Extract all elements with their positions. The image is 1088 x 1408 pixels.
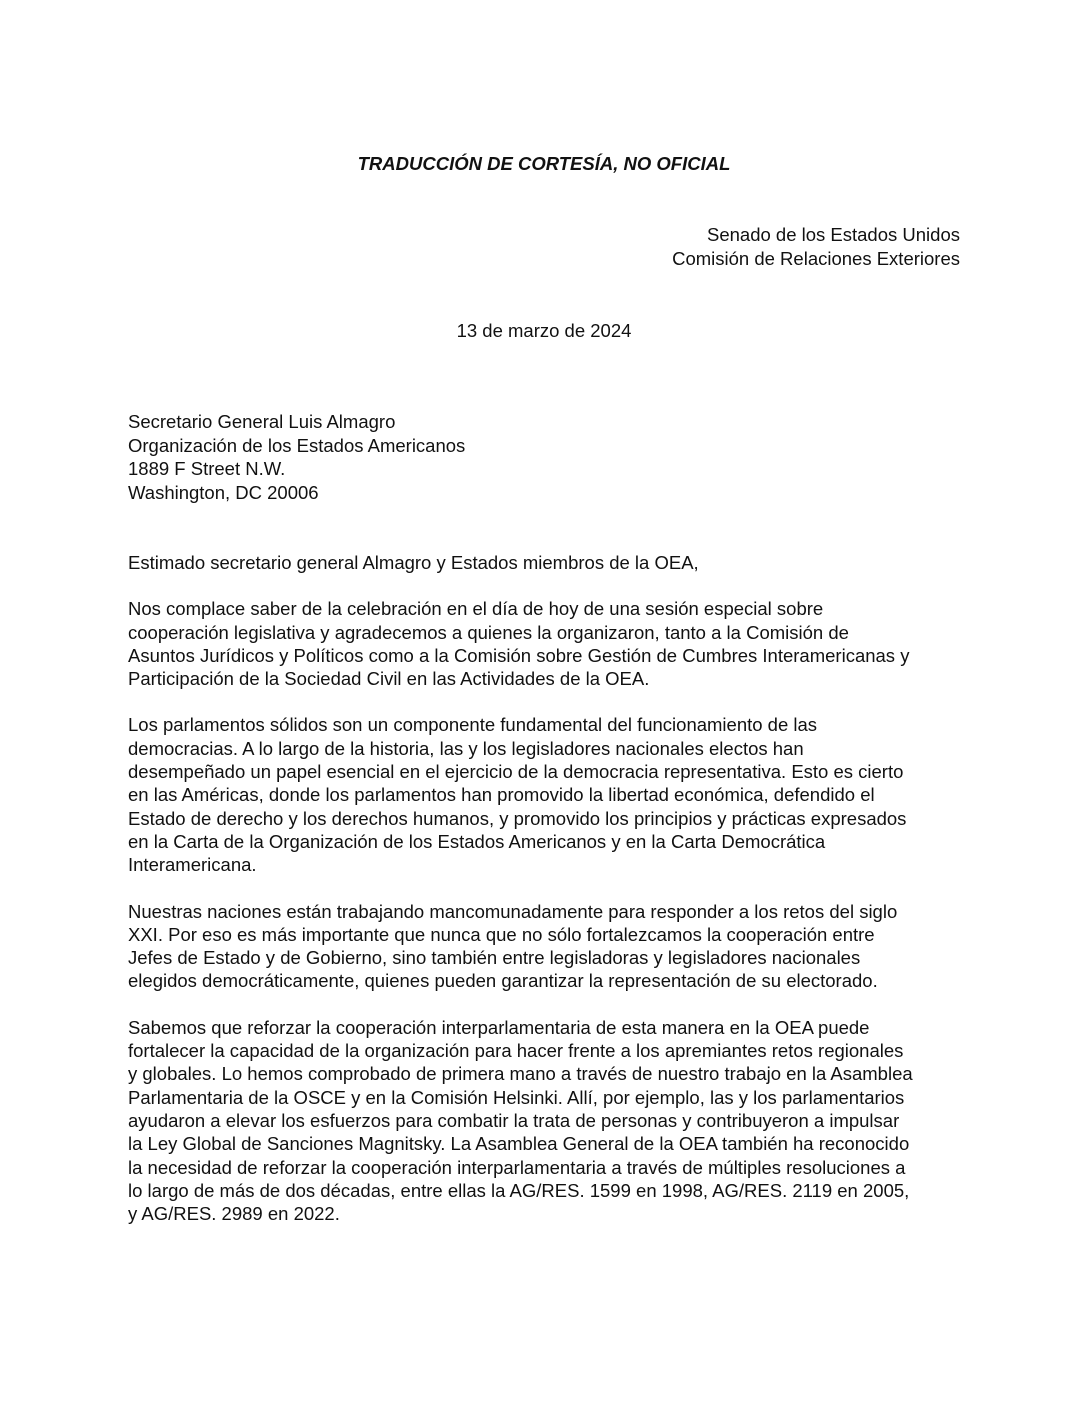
text-line: desempeñado un papel esencial en el ejercicio de la democracia representativa. Esto es cierto — [128, 761, 904, 783]
recipient-line: Organización de los Estados Americanos — [128, 434, 466, 456]
text-line: democracias. A lo largo de la historia, las y los legisladores nacionales electos han — [128, 737, 804, 759]
text-line: Nos complace saber de la celebración en el día de hoy de una sesión especial sobre — [128, 598, 824, 620]
text-line: Parlamentaria de la OSCE y en la Comisión Helsinki. Allí, por ejemplo, las y los parlamentarios — [128, 1086, 905, 1108]
salutation — [128, 551, 964, 574]
paragraph-1 — [128, 597, 964, 690]
text-line: fortalecer la capacidad de la organización para hacer frente a los apremiantes retos regionales — [128, 1040, 904, 1062]
recipient-line: Secretario General Luis Almagro — [128, 411, 396, 432]
text-line: la necesidad de reforzar la cooperación interparlamentaria a través de múltiples resoluciones a — [128, 1156, 906, 1178]
paragraph-4 — [128, 1016, 964, 1226]
text-line: Asuntos Jurídicos y Políticos como a la Comisión sobre Gestión de Cumbres Interamericanas y — [128, 644, 910, 666]
text-line: ayudaron a elevar los esfuerzos para combatir la trata de personas y contribuyeron a impulsar — [128, 1109, 900, 1131]
text-line: Estimado secretario general Almagro y Estados miembros de la OEA, — [128, 552, 699, 573]
sender-block — [672, 223, 960, 270]
text-line: Interamericana. — [128, 854, 257, 876]
text-line: Sabemos que reforzar la cooperación interparlamentaria de esta manera en la OEA puede — [128, 1016, 870, 1038]
text-line: la Ley Global de Sanciones Magnitsky. La Asamblea General de la OEA también ha reconocido — [128, 1133, 910, 1155]
text-line: elegidos democráticamente, quienes pueden garantizar la representación de su electorado. — [128, 970, 878, 992]
text-line: XXI. Por eso es más importante que nunca que no sólo fortalezcamos la cooperación entre — [128, 923, 875, 945]
text-line: Jefes de Estado y de Gobierno, sino también entre legisladoras y legisladores nacionales — [128, 947, 861, 969]
sender-line: Comisión de Relaciones Exteriores — [672, 247, 960, 269]
letter-body — [128, 551, 964, 1248]
text-line: lo largo de más de dos décadas, entre ellas la AG/RES. 1599 en 1998, AG/RES. 2119 en 2005, — [128, 1179, 910, 1201]
letter-date: 13 de marzo de 2024 — [456, 320, 632, 341]
paragraph-3 — [128, 900, 964, 993]
recipient-line: Washington, DC 20006 — [128, 481, 319, 503]
text-line: en la Carta de la Organización de los Estados Americanos y en la Carta Democrática — [128, 830, 826, 852]
sender-line: Senado de los Estados Unidos — [706, 224, 960, 245]
text-line: cooperación legislativa y agradecemos a quienes la organizaron, tanto a la Comisión de — [128, 621, 849, 643]
paragraph-2 — [128, 713, 964, 876]
text-line: y globales. Lo hemos comprobado de primera mano a través de nuestro trabajo en la Asamblea — [128, 1063, 913, 1085]
text-line: Los parlamentos sólidos son un componente fundamental del funcionamiento de las — [128, 714, 818, 736]
text-line: Nuestras naciones están trabajando mancomunadamente para responder a los retos del siglo — [128, 900, 898, 922]
recipient-line: 1889 F Street N.W. — [128, 458, 286, 479]
text-line: Estado de derecho y los derechos humanos, y promovido los principios y prácticas expresados — [128, 807, 907, 829]
recipient-address — [128, 410, 465, 504]
text-line: y AG/RES. 2989 en 2022. — [128, 1203, 340, 1225]
text-line: Participación de la Sociedad Civil en las Actividades de la OEA. — [128, 668, 650, 690]
courtesy-translation-note: TRADUCCIÓN DE CORTESÍA, NO OFICIAL — [357, 153, 731, 174]
text-line: en las Américas, donde los parlamentos han promovido la libertad económica, defendido el — [128, 784, 875, 806]
